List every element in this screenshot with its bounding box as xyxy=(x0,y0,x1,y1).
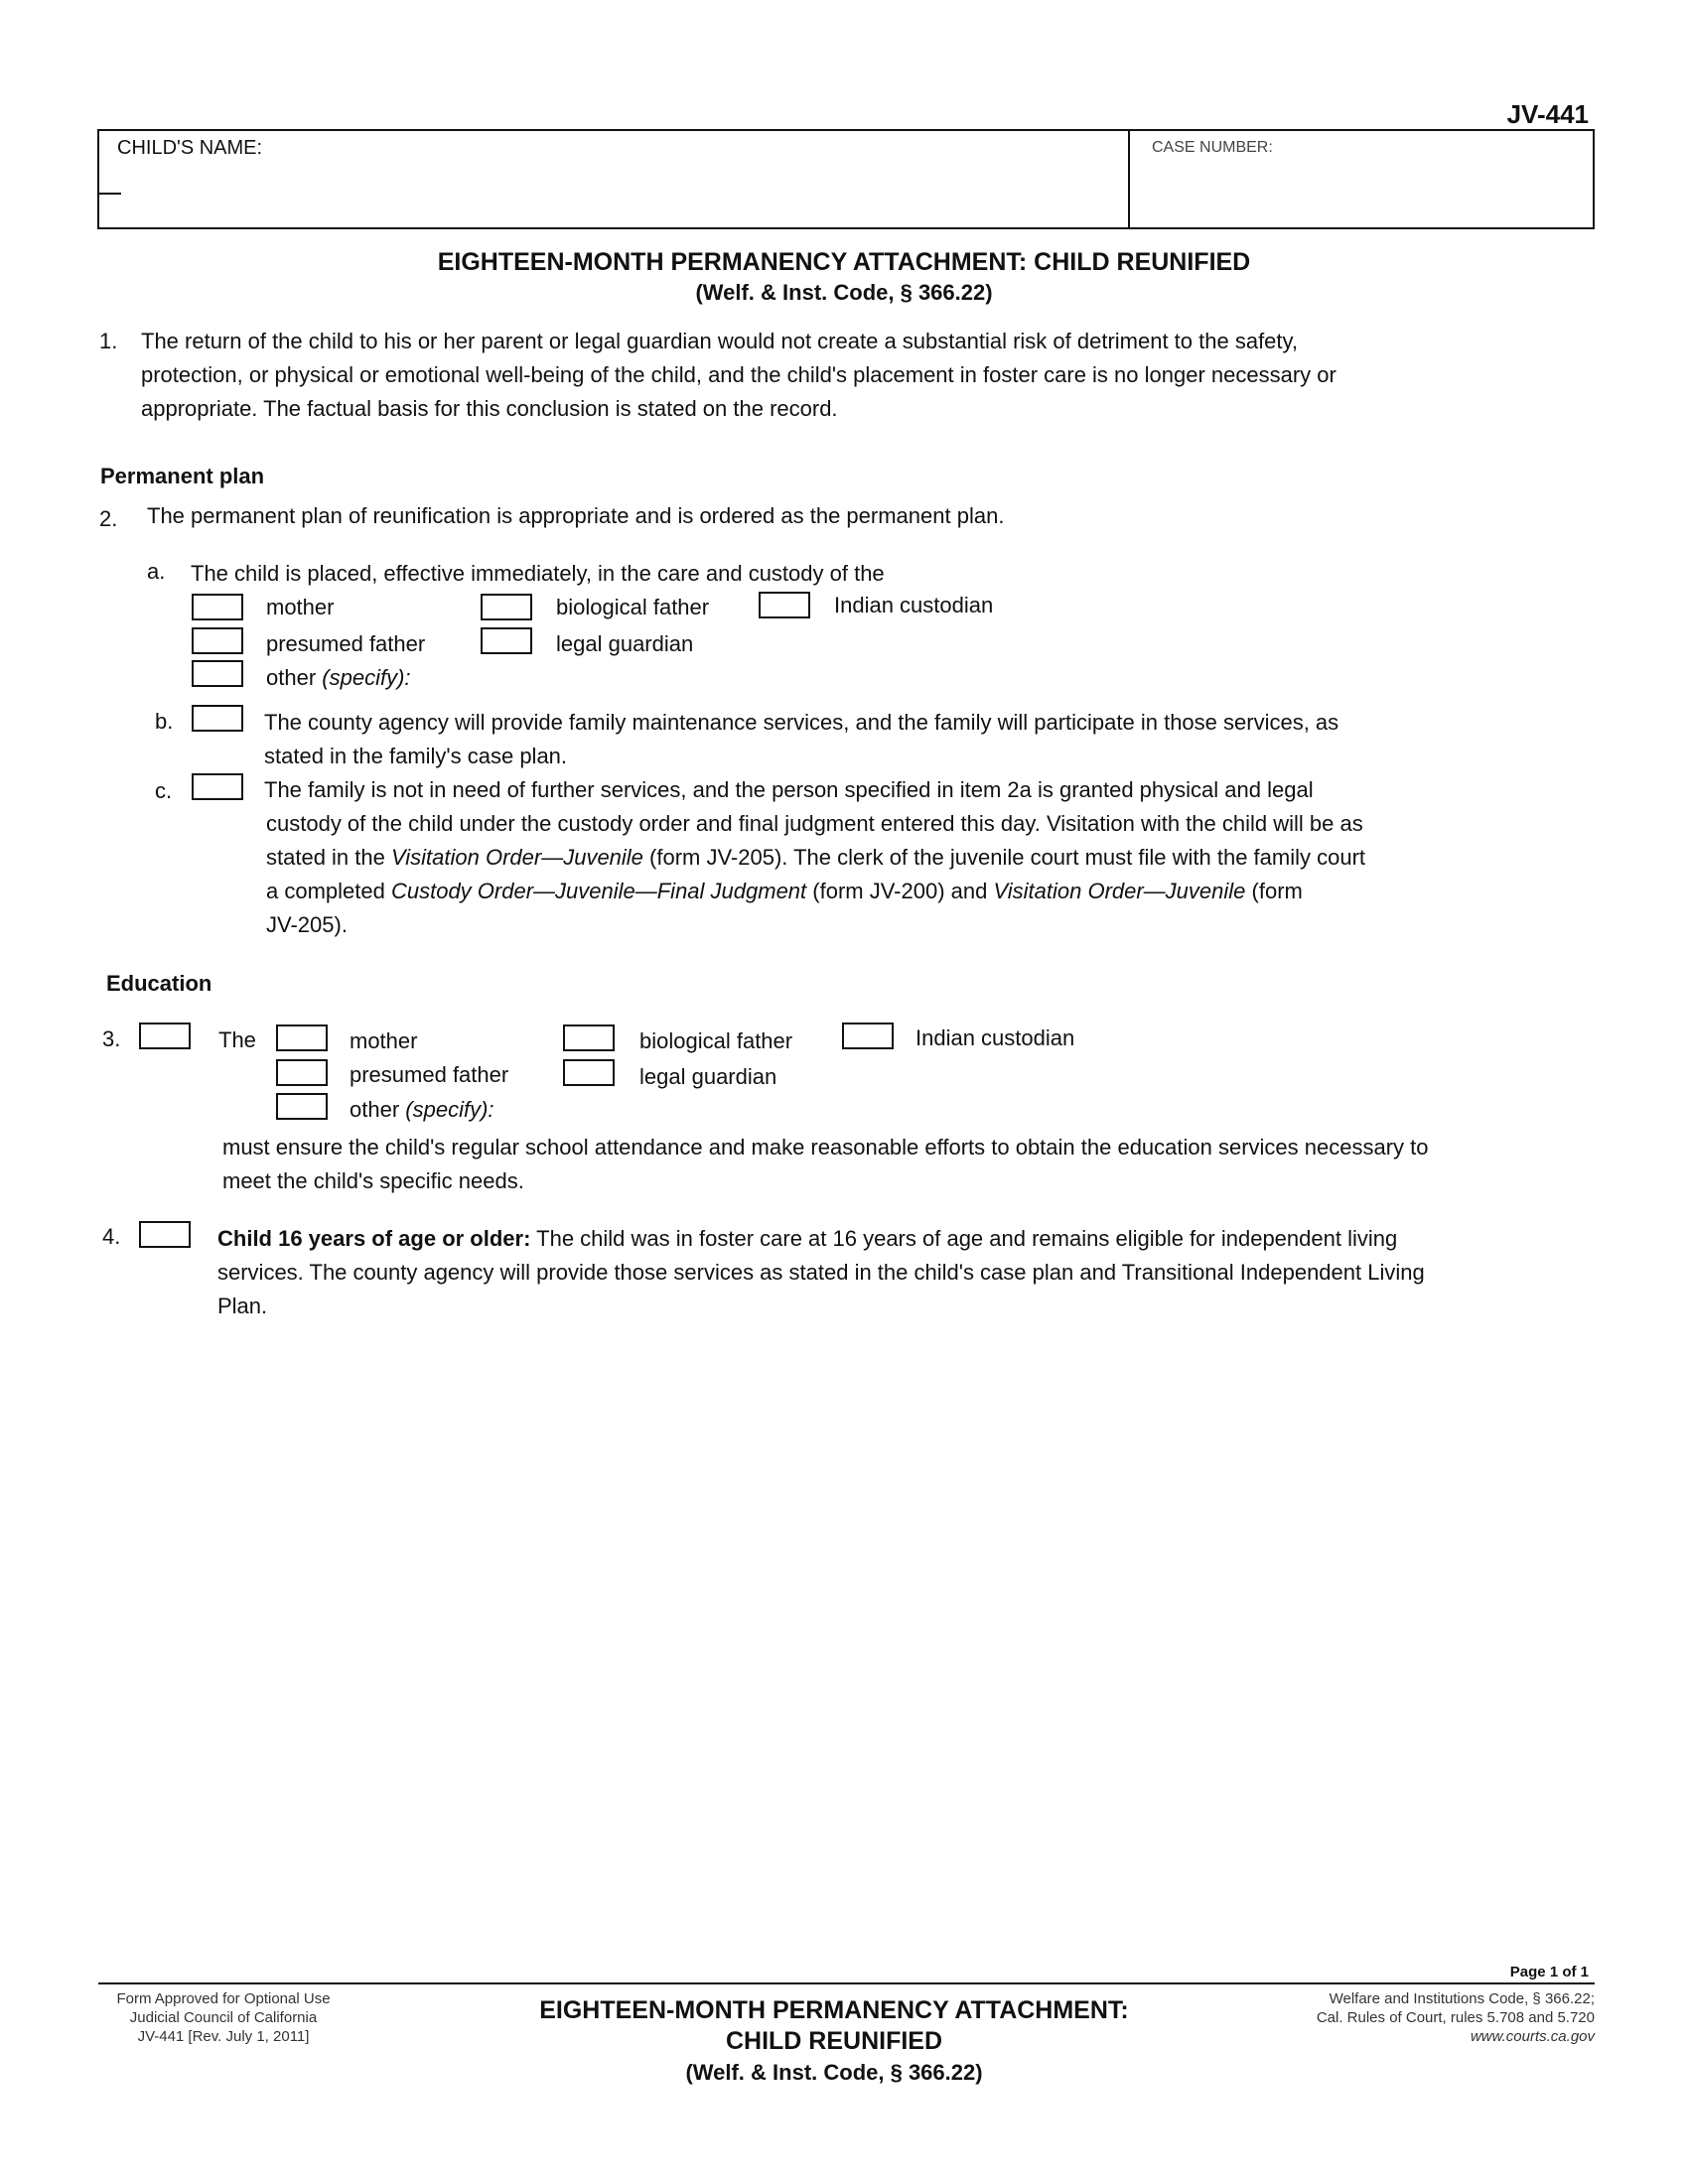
item-4-text xyxy=(217,1222,1425,1323)
footer-title-line: EIGHTEEN-MONTH PERMANENCY ATTACHMENT: xyxy=(539,1996,1129,2024)
item-2b-text xyxy=(264,706,1338,773)
footer-title xyxy=(437,1995,1231,2088)
label-3-indian-custodian: Indian custodian xyxy=(915,1025,1075,1050)
item-2c-letter: c. xyxy=(155,778,173,803)
label-3-legal-guardian: legal guardian xyxy=(639,1064,777,1089)
field-marker xyxy=(99,193,121,195)
label-2a-other xyxy=(266,661,411,695)
item-4-line: services. The county agency will provide those services as stated in the child's case plan and Transitional Independent Living xyxy=(217,1260,1425,1285)
footer-right xyxy=(1197,1989,1595,2046)
item-2a-text: The child is placed, effective immediately, in the care and custody of the xyxy=(191,561,885,586)
footer-rule xyxy=(98,1982,1595,1984)
checkbox-2b[interactable] xyxy=(192,705,243,732)
item-1-line: protection, or physical or emotional well-being of the child, and the child's placement in foster care is no longer necessary or xyxy=(141,362,1336,387)
item-2b-line: The county agency will provide family maintenance services, and the family will participate in those services, as xyxy=(264,710,1339,735)
checkbox-2a-mother[interactable] xyxy=(192,594,243,620)
item-1-line: The return of the child to his or her parent or legal guardian would not create a substantial risk of detriment to the safety, xyxy=(141,329,1299,353)
checkbox-2a-other[interactable] xyxy=(192,660,243,687)
childs-name-box xyxy=(97,129,1130,229)
item-2c-text-run: (form JV-200) and xyxy=(806,879,994,903)
checkbox-3-other[interactable] xyxy=(276,1093,328,1120)
label-2a-biological-father: biological father xyxy=(556,595,710,619)
item-4-lead: Child 16 years of age or older: xyxy=(217,1226,531,1251)
checkbox-2a-biological-father[interactable] xyxy=(481,594,532,620)
item-2c-line xyxy=(264,875,1365,908)
form-subtitle: (Welf. & Inst. Code, § 366.22) xyxy=(695,280,993,305)
item-2c-line: The family is not in need of further services, and the person specified in item 2a is granted physical and legal xyxy=(264,777,1314,802)
item-4-text-run: The child was in foster care at 16 years of age and remains eligible for independent living xyxy=(530,1226,1398,1251)
childs-name-label: CHILD'S NAME: xyxy=(117,137,263,159)
checkbox-2a-indian-custodian[interactable] xyxy=(759,592,810,618)
item-2c-text xyxy=(264,773,1365,942)
item-2c-line xyxy=(264,807,1365,841)
checkbox-2a-legal-guardian[interactable] xyxy=(481,627,532,654)
courts-website-link[interactable]: www.courts.ca.gov xyxy=(1470,2028,1595,2045)
case-number-box xyxy=(1128,129,1595,229)
footer-left-line: Judicial Council of California xyxy=(129,2009,318,2026)
label-3-other xyxy=(350,1093,494,1127)
item-2b-letter: b. xyxy=(155,709,174,734)
item-3-the: The xyxy=(218,1027,256,1052)
checkbox-2c[interactable] xyxy=(192,773,243,800)
form-title: EIGHTEEN-MONTH PERMANENCY ATTACHMENT: CHILD REUNIFIED xyxy=(437,248,1251,276)
item-1-number: 1. xyxy=(99,329,118,353)
footer-left-line: JV-441 [Rev. July 1, 2011] xyxy=(137,2028,310,2045)
item-2c-line: JV-205). xyxy=(266,912,348,937)
other-text: other xyxy=(350,1097,400,1122)
checkbox-3-mother[interactable] xyxy=(276,1024,328,1051)
item-4-number: 4. xyxy=(102,1224,121,1249)
item-2c-text-run: stated in the xyxy=(266,845,391,870)
item-2c-text-run: (form xyxy=(1245,879,1303,903)
childs-name-field[interactable] xyxy=(117,165,1118,224)
footer-right-line: Welfare and Institutions Code, § 366.22; xyxy=(1329,1990,1595,2007)
item-2-text: The permanent plan of reunification is appropriate and is ordered as the permanent plan. xyxy=(147,503,1005,528)
checkbox-3-biological-father[interactable] xyxy=(563,1024,615,1051)
form-id: JV-441 xyxy=(1506,99,1589,129)
item-1-text xyxy=(141,325,1336,426)
checkbox-3-presumed-father[interactable] xyxy=(276,1059,328,1086)
item-2c-line xyxy=(264,841,1365,875)
education-heading: Education xyxy=(106,971,212,996)
item-3-text xyxy=(222,1131,1429,1198)
other-text: other xyxy=(266,665,317,690)
label-2a-indian-custodian: Indian custodian xyxy=(834,593,994,617)
checkbox-3-legal-guardian[interactable] xyxy=(563,1059,615,1086)
checkbox-3-indian-custodian[interactable] xyxy=(842,1023,894,1049)
item-2a-letter: a. xyxy=(147,559,166,584)
item-3-line: meet the child's specific needs. xyxy=(222,1168,524,1193)
footer-title-line: (Welf. & Inst. Code, § 366.22) xyxy=(685,2060,983,2085)
custody-order-title: Custody Order—Juvenile—Final Judgment xyxy=(390,879,807,903)
visitation-order-title: Visitation Order—Juvenile xyxy=(390,845,643,870)
label-3-presumed-father: presumed father xyxy=(350,1062,509,1087)
item-4-line xyxy=(217,1222,1425,1256)
label-2a-legal-guardian: legal guardian xyxy=(556,631,694,656)
item-2-number: 2. xyxy=(99,506,118,531)
footer-title-line: CHILD REUNIFIED xyxy=(725,2027,943,2055)
item-4-line: Plan. xyxy=(217,1294,268,1318)
checkbox-3[interactable] xyxy=(139,1023,191,1049)
item-1-line: appropriate. The factual basis for this conclusion is stated on the record. xyxy=(141,396,838,421)
footer-left xyxy=(79,1989,367,2046)
case-number-label: CASE NUMBER: xyxy=(1152,139,1273,156)
label-3-biological-father: biological father xyxy=(639,1028,793,1053)
permanent-plan-heading: Permanent plan xyxy=(100,464,265,488)
checkbox-4[interactable] xyxy=(139,1221,191,1248)
label-2a-mother: mother xyxy=(266,595,335,619)
item-3-line: must ensure the child's regular school attendance and make reasonable efforts to obtain the education services necessary to xyxy=(222,1135,1429,1160)
page-number: Page 1 of 1 xyxy=(1509,1964,1589,1980)
label-2a-presumed-father: presumed father xyxy=(266,631,426,656)
checkbox-2a-presumed-father[interactable] xyxy=(192,627,243,654)
footer-left-line: Form Approved for Optional Use xyxy=(116,1990,331,2007)
item-2b-line: stated in the family's case plan. xyxy=(264,744,568,768)
case-number-field[interactable] xyxy=(1152,165,1583,224)
visitation-order-title: Visitation Order—Juvenile xyxy=(993,879,1246,903)
item-2c-line2: custody of the child under the custody order and final judgment entered this day. Visitation with the child will be as xyxy=(266,811,1363,836)
item-2c-text-run: a completed xyxy=(266,879,391,903)
item-3-number: 3. xyxy=(102,1026,121,1051)
item-2c-text-run: (form JV-205). The clerk of the juvenile court must file with the family court xyxy=(642,845,1366,870)
label-3-mother: mother xyxy=(350,1028,418,1053)
specify-text: (specify): xyxy=(405,1097,494,1122)
footer-right-line: Cal. Rules of Court, rules 5.708 and 5.720 xyxy=(1316,2009,1595,2026)
specify-text: (specify): xyxy=(322,665,411,690)
